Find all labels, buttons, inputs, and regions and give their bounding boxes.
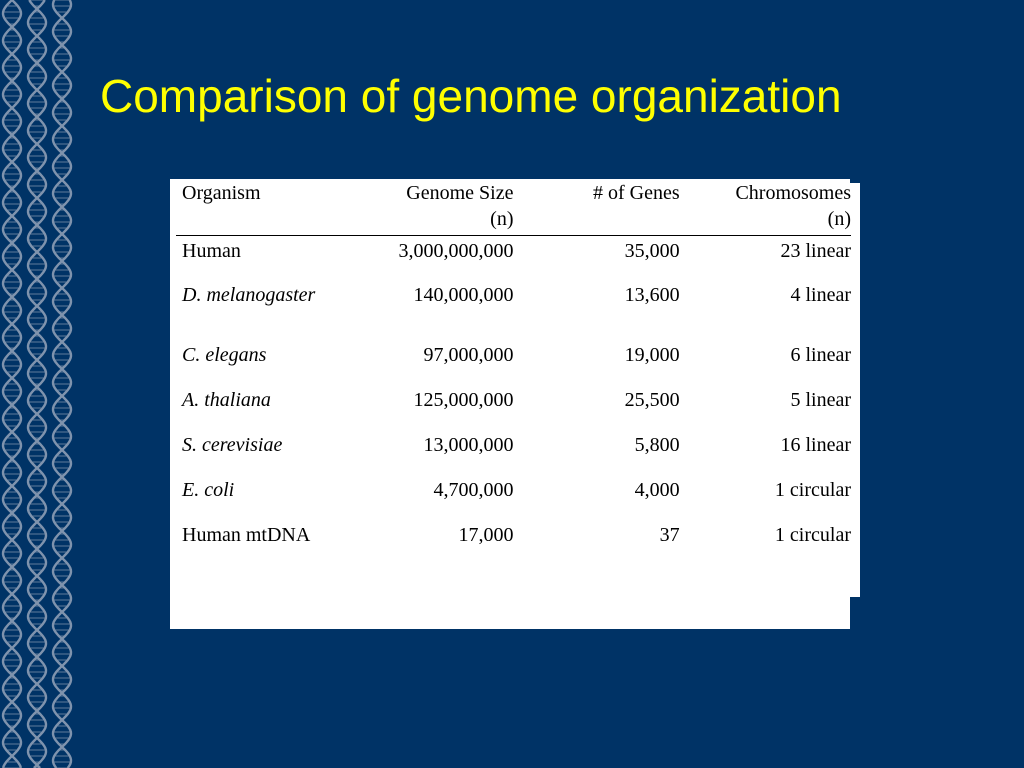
cell-organism bbox=[176, 236, 347, 281]
cell-genome-size: 3,000,000,000 bbox=[398, 240, 514, 262]
cell-genome-size: 125,000,000 bbox=[413, 388, 514, 411]
cell-chromosomes: 6 linear bbox=[790, 343, 851, 366]
cell-genome-size: 97,000,000 bbox=[423, 343, 514, 366]
cell-genome-size: 13,000,000 bbox=[423, 433, 514, 456]
cell-chromosomes: 4 linear bbox=[790, 283, 851, 306]
table-row bbox=[176, 236, 851, 281]
cell-genome-size: 140,000,000 bbox=[413, 283, 514, 306]
header-genome-size-label: Genome Size bbox=[406, 182, 514, 204]
header-genome-size bbox=[347, 179, 514, 236]
organism-name: Human mtDNA bbox=[182, 523, 311, 546]
cell-genes: 13,600 bbox=[624, 283, 680, 306]
organism-name: Human bbox=[182, 240, 241, 262]
slide-title: Comparison of genome organization bbox=[100, 70, 842, 122]
table-row bbox=[176, 521, 851, 566]
cell-organism bbox=[176, 386, 347, 431]
table-row bbox=[176, 386, 851, 431]
cell-organism bbox=[176, 431, 347, 476]
table-row bbox=[176, 341, 851, 386]
cell-genes: 35,000 bbox=[624, 240, 680, 262]
cell-chromosomes: 1 circular bbox=[774, 523, 851, 546]
cell-chromosomes: 5 linear bbox=[790, 388, 851, 411]
table-row bbox=[176, 281, 851, 341]
cell-genome-size: 17,000 bbox=[458, 523, 514, 546]
cell-chromosomes: 1 circular bbox=[774, 478, 851, 501]
cell-organism bbox=[176, 341, 347, 386]
cell-genes: 5,800 bbox=[634, 433, 680, 456]
table-row bbox=[176, 476, 851, 521]
header-genes: # of Genes bbox=[513, 179, 679, 236]
dna-helix-decoration bbox=[0, 0, 74, 768]
organism-name: C. elegans bbox=[182, 343, 267, 366]
organism-name: S. cerevisiae bbox=[182, 433, 283, 456]
cell-genome-size: 4,700,000 bbox=[433, 478, 514, 501]
genome-comparison-table bbox=[176, 179, 851, 566]
cell-organism bbox=[176, 521, 347, 566]
header-organism: Organism bbox=[176, 179, 347, 236]
header-chromosomes bbox=[680, 179, 851, 236]
header-chromosomes-label: Chromosomes bbox=[735, 182, 851, 204]
dna-helix-icon bbox=[0, 0, 74, 768]
organism-name: D. melanogaster bbox=[182, 283, 316, 306]
cell-organism bbox=[176, 476, 347, 521]
header-genome-size-unit: (n) bbox=[490, 208, 514, 230]
organism-name: E. coli bbox=[182, 478, 235, 501]
cell-genes: 37 bbox=[659, 523, 680, 546]
table-row bbox=[176, 431, 851, 476]
cell-genes: 4,000 bbox=[634, 478, 680, 501]
cell-genes: 25,500 bbox=[624, 388, 680, 411]
table-header-row bbox=[176, 179, 851, 236]
cell-organism bbox=[176, 281, 347, 341]
cell-chromosomes: 16 linear bbox=[780, 433, 851, 456]
cell-chromosomes: 23 linear bbox=[780, 240, 851, 262]
table-panel bbox=[170, 179, 850, 629]
cell-genes: 19,000 bbox=[624, 343, 680, 366]
organism-name: A. thaliana bbox=[182, 388, 271, 411]
header-chromosomes-unit: (n) bbox=[827, 208, 851, 230]
